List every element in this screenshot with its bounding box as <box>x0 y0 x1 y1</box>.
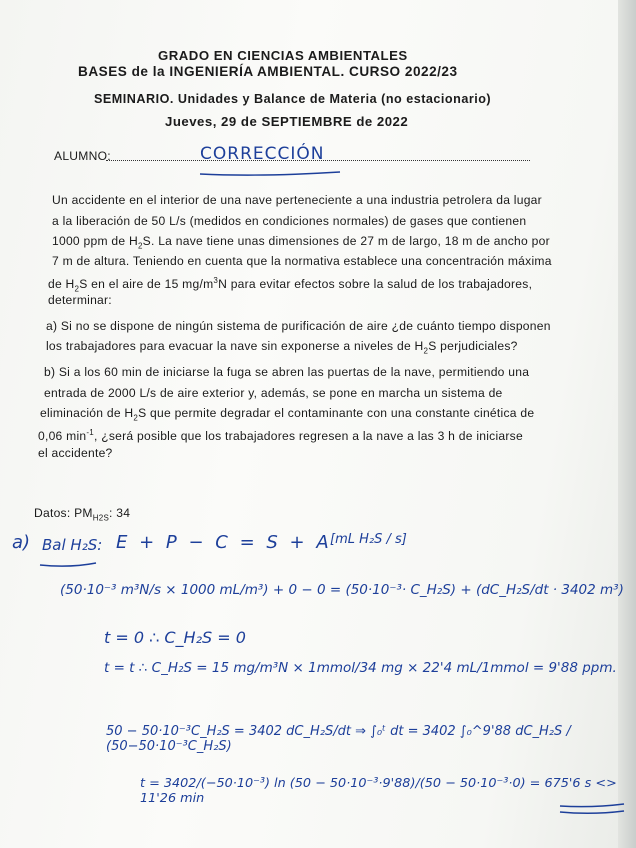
question-b-line: eliminación de $H_2S$ que permite degradar el contaminante con una constante cinética de <box>40 406 535 423</box>
question-a-line: los trabajadores para evacuar la nave sin exponerse a niveles de $H_2S$ perjudiciales? <box>46 339 518 356</box>
hand-balance-equation: E + P − C = S + A <box>116 532 332 553</box>
statement-line: determinar: <box>48 293 112 307</box>
hand-item-label: a) <box>12 532 31 553</box>
statement-line: de $H_2S$ en el aire de 15 $mg/m^3N$ para evitar efectos sobre la salud de los trabajadores, <box>48 276 533 294</box>
hand-units: [mL H₂S / s] <box>330 532 407 547</box>
question-b-line: el accidente? <box>38 446 113 460</box>
header-line-2: BASES de la INGENIERÍA AMBIENTAL. CURSO 2022/23 <box>78 64 458 79</box>
header-line-4: Jueves, 29 de SEPTIEMBRE de 2022 <box>165 114 409 129</box>
underline-stroke <box>200 172 340 175</box>
question-b-line: entrada de 2000 L/s de aire exterior y, además, se pone en marcha un sistema de <box>44 386 503 400</box>
header-line-1: GRADO EN CIENCIAS AMBIENTALES <box>158 48 408 63</box>
datos-line: Datos: $PM_{H2S}$: 34 <box>34 506 131 523</box>
underline-stroke <box>560 804 624 807</box>
question-b-line: 0,06 $\min^{-1}$, ¿será posible que los trabajadores regresen a la nave a las 3 h de iniciarse <box>38 428 523 444</box>
hand-equation-1: (50·10⁻³ m³N/s × 1000 mL/m³) + 0 − 0 = (50·10⁻³· C_H₂S) + (dC_H₂S/dt · 3402 m³) <box>60 582 624 598</box>
underline-stroke <box>40 563 96 566</box>
alumno-value: CORRECCIÓN <box>200 144 325 164</box>
question-a-line: a) Si no se dispone de ningún sistema de purificación de aire ¿de cuánto tiempo disponen <box>46 319 551 333</box>
question-b-line: b) Si a los 60 min de iniciarse la fuga se abren las puertas de la nave, permitiendo una <box>44 365 530 379</box>
statement-line: a la liberación de 50 L/s (medidos en condiciones normales) de gases que contienen <box>52 214 527 228</box>
hand-final-condition: t = t ∴ C_H₂S = 15 mg/m³N × 1mmol/34 mg × 22'4 mL/1mmol = 9'88 ppm. <box>104 660 617 676</box>
statement-line: 1000 ppm de $H_2S$. La nave tiene unas dimensiones de 27 m de largo, 18 m de ancho por <box>52 234 550 251</box>
statement-line: Un accidente en el interior de una nave perteneciente a una industria petrolera da lugar <box>52 193 542 207</box>
hand-equation-2: 50 − 50·10⁻³C_H₂S = 3402 dC_H₂S/dt ⇒ ∫₀ᵗ dt = 3402 ∫₀^9'88 dC_H₂S / (50−50·10⁻³C_H₂S) <box>106 724 571 754</box>
underline-stroke <box>560 811 624 813</box>
alumno-label: ALUMNO: <box>54 149 111 163</box>
header-line-3: SEMINARIO. Unidades y Balance de Materia (no estacionario) <box>94 92 492 106</box>
statement-line: 7 m de altura. Teniendo en cuenta que la normativa establece una concentración máxima <box>52 254 552 268</box>
hand-balance-label: Bal H₂S: <box>42 536 103 554</box>
hand-initial-condition: t = 0 ∴ C_H₂S = 0 <box>104 628 246 647</box>
hand-result: t = 3402/(−50·10⁻³) ln (50 − 50·10⁻³·9'88)/(50 − 50·10⁻³·0) = 675'6 s <> 11'26 min <box>140 776 617 806</box>
